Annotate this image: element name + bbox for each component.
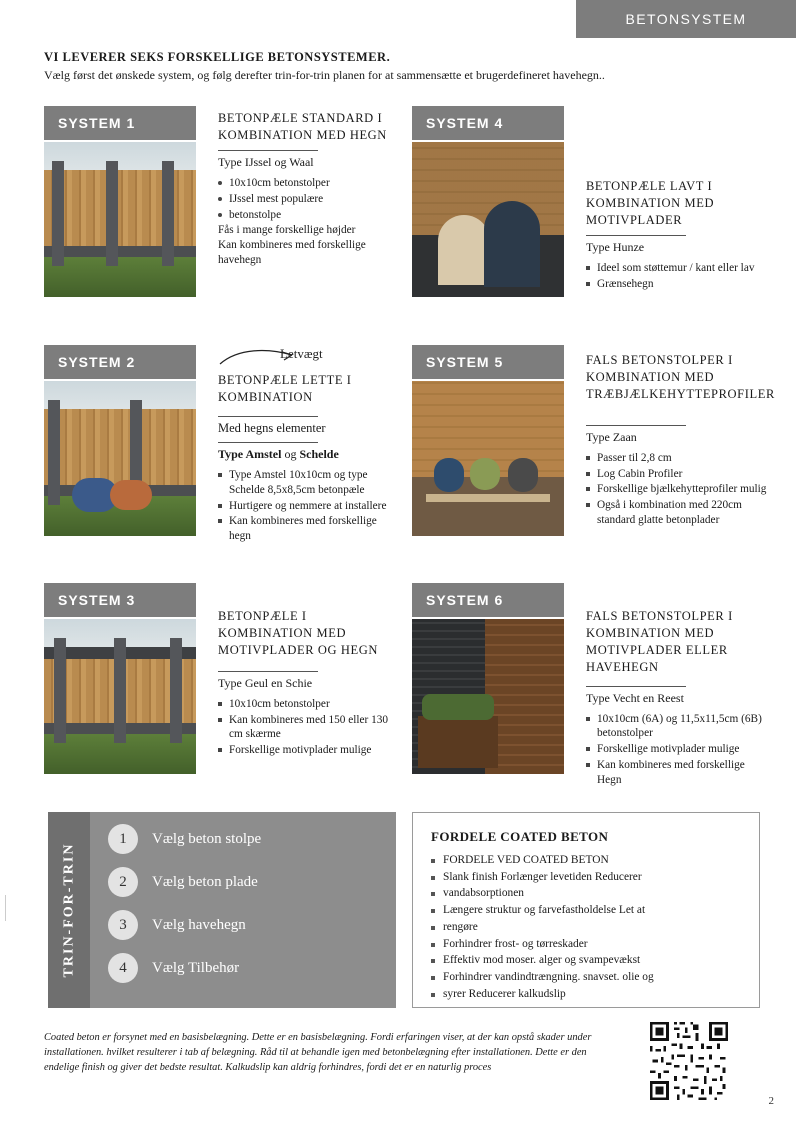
page-number: 2 [768, 1095, 774, 1107]
system-1-note-2: Kan kombineres med forskellige havehegn [218, 239, 366, 267]
fordele-list [431, 853, 741, 1003]
system-3-bullets [218, 697, 398, 759]
divider [218, 150, 318, 151]
letvaegt-annotation [218, 346, 323, 372]
trin-step-2-label: Vælg beton plade [152, 873, 258, 890]
divider [586, 686, 686, 687]
system-5-photo [412, 381, 564, 536]
system-5-heading: FALS BETONSTOLPER I KOMBINATION MED TRÆBJÆLKEHYTTEPROFILER [586, 353, 775, 401]
trin-step-4-number: 4 [108, 953, 138, 983]
system-1-label: SYSTEM 1 [44, 106, 196, 140]
fordele-panel [412, 812, 760, 1008]
system-3-label: SYSTEM 3 [44, 583, 196, 617]
system-5-text [586, 352, 775, 529]
list-item: Kan kombineres med 150 eller 130 cm skærme [218, 713, 398, 743]
list-item: IJssel mest populære [218, 192, 398, 207]
list-item: syrer Reducerer kalkudslip [431, 987, 741, 1003]
qr-code-icon [650, 1022, 728, 1100]
system-6-photo [412, 619, 564, 774]
trin-step-3-label: Vælg havehegn [152, 916, 246, 933]
list-item: FORDELE VED COATED BETON [431, 853, 741, 869]
list-item: 10x10cm (6A) og 11,5x11,5cm (6B) betonstolper [586, 712, 772, 742]
list-item: Type Amstel 10x10cm og type Schelde 8,5x8,5cm betonpæle [218, 468, 398, 498]
system-6-bullets [586, 712, 772, 789]
trin-step-4-label: Vælg Tilbehør [152, 959, 240, 976]
list-item: rengøre [431, 920, 741, 936]
trin-step-3[interactable] [108, 910, 396, 940]
divider [218, 416, 318, 417]
system-3-photo [44, 619, 196, 774]
trin-for-trin-panel [48, 812, 396, 1008]
list-item: Hurtigere og nemmere at installere [218, 499, 398, 514]
system-6-heading: FALS BETONSTOLPER I KOMBINATION MED MOTIVPLADER ELLER HAVEHEGN [586, 609, 733, 674]
system-5-bullets [586, 451, 771, 529]
system-2-type-mid: og [284, 446, 297, 461]
trin-step-1-number: 1 [108, 824, 138, 854]
intro-block [44, 50, 684, 83]
intro-title: VI LEVERER SEKS FORSKELLIGE BETONSYSTEMER. [44, 50, 391, 64]
trin-step-3-number: 3 [108, 910, 138, 940]
list-item: Forskellige motivplader mulige [218, 743, 398, 758]
list-item: Kan kombineres med forskellige hegn [218, 514, 398, 544]
qr-code[interactable] [650, 1022, 728, 1100]
system-4-text [586, 178, 766, 292]
divider [218, 671, 318, 672]
list-item: Kan kombineres med forskellige Hegn [586, 758, 772, 788]
system-1-type: Type IJssel og Waal [218, 154, 314, 169]
system-card-6 [412, 583, 564, 774]
list-item: Passer til 2,8 cm [586, 451, 771, 466]
system-2-type-suffix: Schelde [299, 446, 339, 461]
system-3-heading: BETONPÆLE I KOMBINATION MED MOTIVPLADER OG HEGN [218, 609, 379, 657]
list-item: Forhindrer vandindtrængning. snavset. olie og [431, 970, 741, 986]
fordele-title: FORDELE COATED BETON [431, 829, 609, 844]
divider [586, 235, 686, 236]
system-1-photo [44, 142, 196, 297]
list-item: Også i kombination med 220cm standard glatte betonplader [586, 498, 771, 528]
divider [586, 425, 686, 426]
system-2-type-prefix: Type Amstel [218, 446, 282, 461]
system-6-type: Type Vecht en Reest [586, 690, 684, 705]
system-2-subheading: Med hegns elementer [218, 420, 326, 435]
list-item: Forhindrer frost- og tørreskader [431, 937, 741, 953]
system-2-label: SYSTEM 2 [44, 345, 196, 379]
system-1-heading: BETONPÆLE STANDARD I KOMBINATION MED HEGN [218, 111, 387, 142]
page-header-banner [576, 0, 796, 38]
list-item: Log Cabin Profiler [586, 467, 771, 482]
footer-note: Coated beton er forsynet med en basisbelægning. Dette er en basisbelægning. Fordi erfaringen viser, at der kan opstå skader under installationen. hvilket resulterer i tab af belægning. Råd til at behandle igen med betonbelægning efter installationen. Dette er den endelige finish og giver det bedste resultat. Kalkudslip kan aldrig forhindres, fordi det er en naturlig proces [44, 1032, 592, 1074]
intro-subtitle: Vælg først det ønskede system, og følg derefter trin-for-trin planen for at sammensætte et brugerdefineret havehegn.. [44, 68, 605, 82]
list-item: 10x10cm betonstolper [218, 176, 398, 191]
divider [218, 442, 318, 443]
trin-step-list [90, 812, 396, 1008]
system-4-label: SYSTEM 4 [412, 106, 564, 140]
system-card-4 [412, 106, 564, 297]
system-2-photo [44, 381, 196, 536]
system-3-text [218, 608, 398, 759]
header-title: BETONSYSTEM [625, 11, 747, 27]
list-item: Grænsehegn [586, 277, 766, 292]
trin-step-2-number: 2 [108, 867, 138, 897]
list-item: Effektiv mod moser. alger og svampevækst [431, 953, 741, 969]
system-5-type: Type Zaan [586, 429, 637, 444]
system-6-text [586, 608, 772, 789]
system-card-3 [44, 583, 196, 774]
list-item: Ideel som støttemur / kant eller lav [586, 261, 766, 276]
trin-step-2[interactable] [108, 867, 396, 897]
list-item: 10x10cm betonstolper [218, 697, 398, 712]
trin-side-label-text: TRIN-FOR-TRIN [61, 842, 77, 978]
list-item: Forskellige bjælkehytteprofiler mulig [586, 482, 771, 497]
letvaegt-label: Letvægt [280, 346, 323, 361]
system-4-bullets [586, 261, 766, 292]
trin-step-4[interactable] [108, 953, 396, 983]
list-item: Forskellige motivplader mulige [586, 742, 772, 757]
system-4-photo [412, 142, 564, 297]
list-item: vandabsorptionen [431, 886, 741, 902]
system-card-5 [412, 345, 564, 536]
system-1-text [218, 110, 398, 268]
system-1-bullets [218, 176, 398, 223]
system-4-type: Type Hunze [586, 239, 645, 254]
system-card-1 [44, 106, 196, 297]
list-item: Slank finish Forlænger levetiden Reducerer [431, 870, 741, 886]
system-2-heading: BETONPÆLE LETTE I KOMBINATION [218, 373, 352, 404]
trin-side-label [48, 812, 90, 1008]
system-3-type: Type Geul en Schie [218, 675, 313, 690]
list-item: betonstolpe [218, 208, 398, 223]
system-1-note-1: Fås i mange forskellige højder [218, 224, 356, 237]
trin-step-1-label: Vælg beton stolpe [152, 830, 262, 847]
system-2-bullets [218, 468, 398, 545]
system-6-label: SYSTEM 6 [412, 583, 564, 617]
system-card-2 [44, 345, 196, 536]
system-2-type [218, 447, 398, 462]
list-item: Længere struktur og farvefastholdelse Let at [431, 903, 741, 919]
system-5-label: SYSTEM 5 [412, 345, 564, 379]
system-2-text [218, 372, 398, 545]
trin-step-1[interactable] [108, 824, 396, 854]
system-4-heading: BETONPÆLE LAVT I KOMBINATION MED MOTIVPLADER [586, 179, 715, 227]
page-edge-mark [0, 895, 6, 921]
